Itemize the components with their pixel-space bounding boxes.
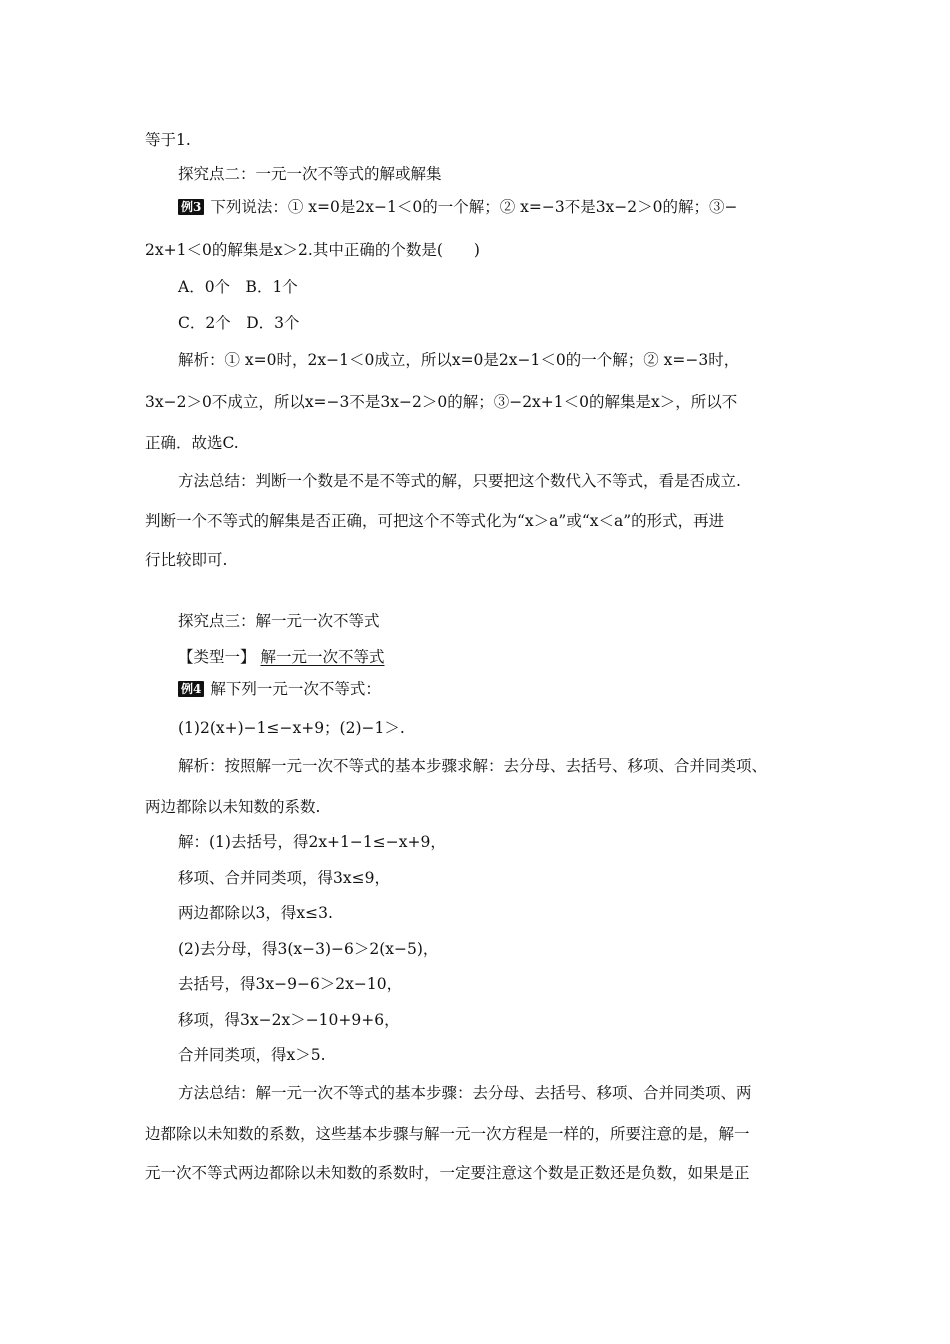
text-line: 3x−2＞0不成立，所以x=−3不是3x−2＞0的解；③−2x+1＜0的解集是x＞，所以不 [145, 393, 738, 411]
example-text: 解下列一元一次不等式： [210, 680, 381, 698]
analysis-line: 解析：① x=0时，2x−1＜0成立，所以x=0是2x−1＜0的一个解；② x=−3时， [178, 351, 740, 369]
text-line: 等于1. [145, 131, 191, 149]
type-heading [178, 647, 384, 667]
example-text: 下列说法：① x=0是2x−1＜0的一个解；② x=−3不是3x−2＞0的解；③− [210, 198, 738, 216]
solution-line: 两边都除以3，得x≤3. [178, 904, 333, 922]
text-line: 正确．故选C. [145, 434, 239, 452]
text-line: 行比较即可. [145, 551, 228, 569]
example-badge: 例4 [178, 681, 204, 697]
example-badge: 例3 [178, 199, 204, 215]
text-line: 边都除以未知数的系数，这些基本步骤与解一元一次方程是一样的，所要注意的是，解一 [145, 1125, 750, 1143]
analysis-line: 解析：按照解一元一次不等式的基本步骤求解：去分母、去括号、移项、合并同类项、 [178, 757, 768, 775]
option-line: A．0个 B．1个 [178, 278, 298, 296]
text-line: 元一次不等式两边都除以未知数的系数时，一定要注意这个数是正数还是负数，如果是正 [145, 1164, 750, 1182]
solution-line: 去括号，得3x−9−6＞2x−10， [178, 975, 403, 993]
type-title: 解一元一次不等式 [260, 648, 385, 666]
solution-line: 移项、合并同类项，得3x≤9， [178, 869, 390, 887]
text-line: (1)2(x+)−1≤−x+9；(2)−1＞. [178, 719, 405, 737]
solution-line: 合并同类项，得x＞5. [178, 1046, 326, 1064]
method-summary-line: 方法总结：判断一个数是不是不等式的解，只要把这个数代入不等式，看是否成立. [178, 472, 741, 490]
example-line [178, 679, 381, 699]
text-line: 两边都除以未知数的系数. [145, 798, 321, 816]
example-line [178, 197, 738, 217]
type-prefix: 【类型一】 [178, 648, 256, 666]
option-line: C．2个 D．3个 [178, 314, 300, 332]
section-heading: 探究点三：解一元一次不等式 [178, 612, 380, 630]
solution-line: 移项，得3x−2x＞−10+9+6， [178, 1011, 400, 1029]
text-line: 2x+1＜0的解集是x＞2.其中正确的个数是( ) [145, 241, 480, 259]
solution-line: 解：(1)去括号，得2x+1−1≤−x+9， [178, 833, 446, 851]
section-heading: 探究点二：一元一次不等式的解或解集 [178, 165, 442, 183]
text-line: 判断一个不等式的解集是否正确，可把这个不等式化为“x＞a”或“x＜a”的形式，再进 [145, 512, 725, 530]
solution-line: (2)去分母，得3(x−3)−6＞2(x−5)， [178, 940, 439, 958]
method-summary-line: 方法总结：解一元一次不等式的基本步骤：去分母、去括号、移项、合并同类项、两 [178, 1084, 752, 1102]
